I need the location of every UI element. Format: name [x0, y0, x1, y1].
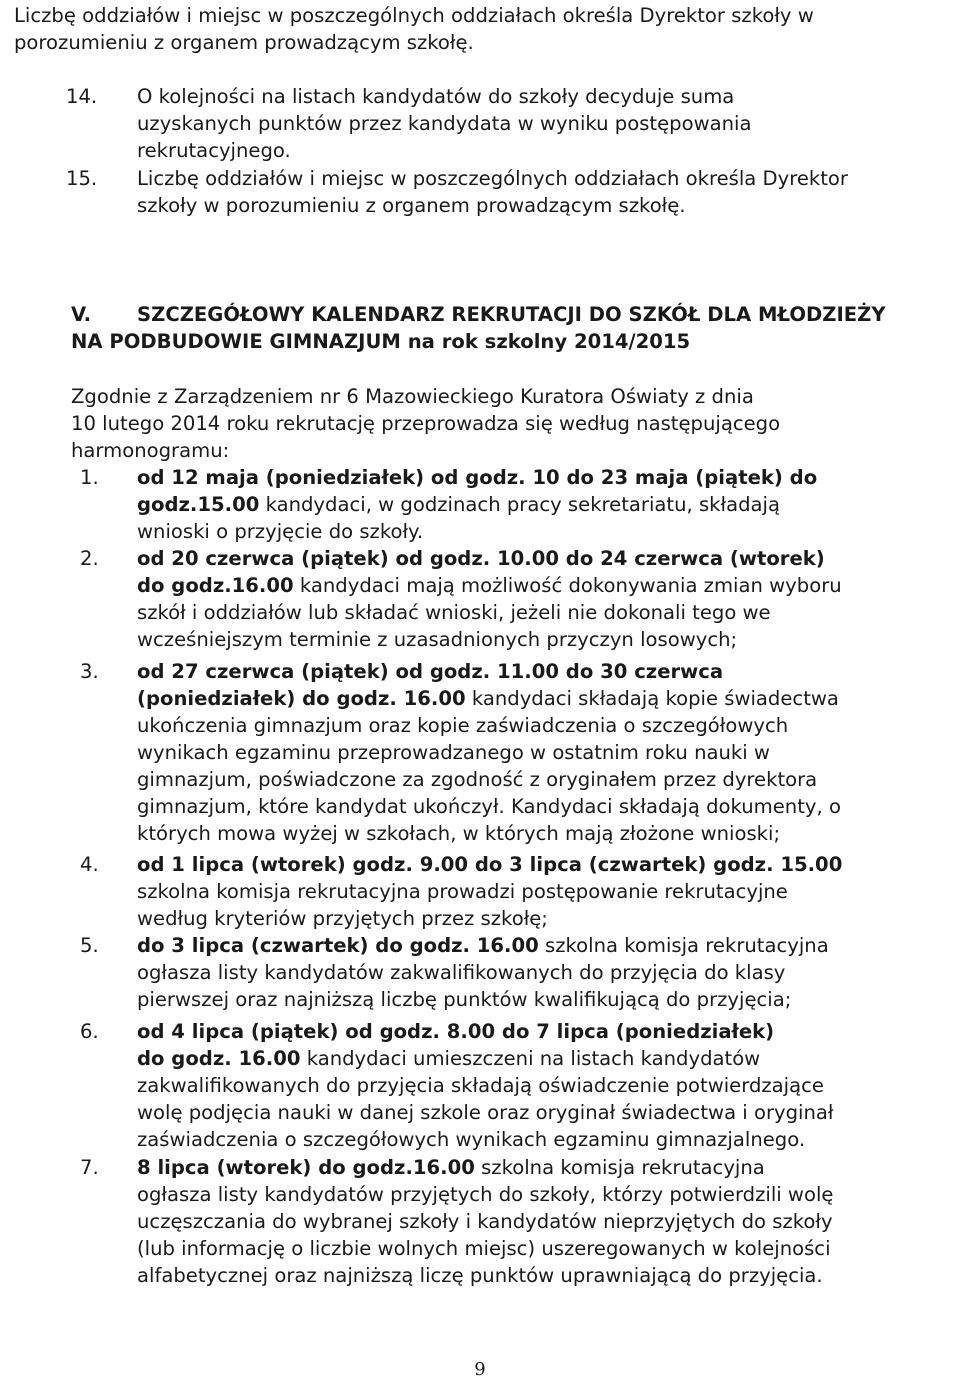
schedule-line [137, 491, 780, 518]
schedule-line: wcześniejszym terminie z uzasadnionych przyczyn losowych; [137, 628, 738, 651]
schedule-text: kandydaci mają możliwość dokonywania zmian wyboru [293, 574, 842, 597]
schedule-line: według kryteriów przyjętych przez szkołę; [137, 907, 548, 930]
schedule-line: których mowa wyżej w szkołach, w których mają złożone wnioski; [137, 822, 781, 845]
schedule-number: 4. [80, 853, 99, 876]
schedule-line: uczęszczania do wybranej szkoły i kandydatów nieprzyjętych do szkoły [137, 1210, 833, 1233]
schedule-date: godz.15.00 [137, 493, 260, 516]
intro-line: porozumieniu z organem prowadzącym szkołę. [14, 31, 474, 54]
schedule-number: 2. [80, 547, 99, 570]
schedule-line: alfabetycznej oraz najniższą liczę punktów uprawniającą do przyjęcia. [137, 1264, 823, 1287]
schedule-line: zakwalifikowanych do przyjęcia składają oświadczenie potwierdzające [137, 1074, 824, 1097]
schedule-line [137, 1154, 765, 1181]
schedule-line: pierwszej oraz najniższą liczbę punktów kwalifikującą do przyjęcia; [137, 988, 792, 1011]
schedule-line [137, 932, 829, 959]
paragraph-line: harmonogramu: [71, 439, 230, 462]
schedule-line: wolę podjęcia nauki w danej szkole oraz oryginał świadectwa i oryginał [137, 1101, 834, 1124]
schedule-number: 1. [80, 466, 99, 489]
paragraph-line: 10 lutego 2014 roku rekrutację przeprowadza się według następującego [71, 412, 781, 435]
schedule-text: kandydaci składają kopie świadectwa [465, 687, 839, 710]
schedule-line: wnioski o przyjęcie do szkoły. [137, 520, 424, 543]
intro-line: Liczbę oddziałów i miejsc w poszczególnych oddziałach określa Dyrektor szkoły w [14, 4, 814, 27]
schedule-line [137, 685, 839, 712]
schedule-number: 3. [80, 660, 99, 683]
schedule-number: 7. [80, 1156, 99, 1179]
item-number: 14. [66, 85, 98, 108]
schedule-line: szkół i oddziałów lub składać wnioski, jeżeli nie dokonali tego we [137, 601, 771, 624]
schedule-date: od 4 lipca (piątek) od godz. 8.00 do 7 lipca (poniedziałek) [137, 1020, 775, 1043]
schedule-line: (lub informację o liczbie wolnych miejsc) uszeregowanych w kolejności [137, 1237, 831, 1260]
item-line: rekrutacyjnego. [137, 139, 291, 162]
schedule-date: (poniedziałek) do godz. 16.00 [137, 687, 466, 710]
paragraph-line: Zgodnie z Zarządzeniem nr 6 Mazowieckiego Kuratora Oświaty z dnia [71, 385, 754, 408]
item-line: uzyskanych punktów przez kandydata w wyniku postępowania [137, 112, 752, 135]
schedule-line: gimnazjum, poświadczone za zgodność z oryginałem przez dyrektora [137, 768, 818, 791]
item-line: O kolejności na listach kandydatów do szkoły decyduje suma [137, 85, 735, 108]
section-title: SZCZEGÓŁOWY KALENDARZ REKRUTACJI DO SZKÓŁ DLA MŁODZIEŻY [137, 303, 886, 326]
schedule-line: ogłasza listy kandydatów przyjętych do szkoły, którzy potwierdzili wolę [137, 1183, 834, 1206]
schedule-date: od 12 maja (poniedziałek) od godz. 10 do 23 maja (piątek) do [137, 466, 818, 489]
schedule-date: do godz.16.00 [137, 574, 294, 597]
schedule-date: do 3 lipca (czwartek) do godz. 16.00 [137, 934, 539, 957]
schedule-date: do godz. 16.00 [137, 1047, 301, 1070]
item-line: szkoły w porozumieniu z organem prowadzącym szkołę. [137, 194, 686, 217]
schedule-date: od 20 czerwca (piątek) od godz. 10.00 do 24 czerwca (wtorek) [137, 547, 825, 570]
schedule-line: zaświadczenia o szczegółowych wynikach egzaminu gimnazjalnego. [137, 1128, 806, 1151]
schedule-text: szkolna komisja rekrutacyjna [474, 1156, 765, 1179]
item-number: 15. [66, 167, 98, 190]
schedule-text: szkolna komisja rekrutacyjna [538, 934, 829, 957]
schedule-text: kandydaci, w godzinach pracy sekretariatu, składają [259, 493, 781, 516]
schedule-number: 6. [80, 1020, 99, 1043]
schedule-line: ukończenia gimnazjum oraz kopie zaświadczenia o szczegółowych [137, 714, 789, 737]
schedule-line: szkolna komisja rekrutacyjna prowadzi postępowanie rekrutacyjne [137, 880, 788, 903]
schedule-line: ogłasza listy kandydatów zakwalifikowanych do przyjęcia do klasy [137, 961, 786, 984]
section-number: V. [71, 303, 92, 326]
schedule-line: wynikach egzaminu przeprowadzanego w ostatnim roku nauki w [137, 741, 770, 764]
schedule-text: kandydaci umieszczeni na listach kandydatów [300, 1047, 761, 1070]
schedule-line [137, 572, 842, 599]
schedule-date: 8 lipca (wtorek) do godz.16.00 [137, 1156, 475, 1179]
schedule-number: 5. [80, 934, 99, 957]
section-title: NA PODBUDOWIE GIMNAZJUM na rok szkolny 2014/2015 [71, 330, 691, 353]
schedule-date: od 1 lipca (wtorek) godz. 9.00 do 3 lipca (czwartek) godz. 15.00 [137, 853, 843, 876]
schedule-line [137, 1045, 760, 1072]
item-line: Liczbę oddziałów i miejsc w poszczególnych oddziałach określa Dyrektor [137, 167, 848, 190]
schedule-line: gimnazjum, które kandydat ukończył. Kandydaci składają dokumenty, o [137, 795, 841, 818]
page-number: 9 [474, 1359, 486, 1380]
schedule-date: od 27 czerwca (piątek) od godz. 11.00 do 30 czerwca [137, 660, 724, 683]
